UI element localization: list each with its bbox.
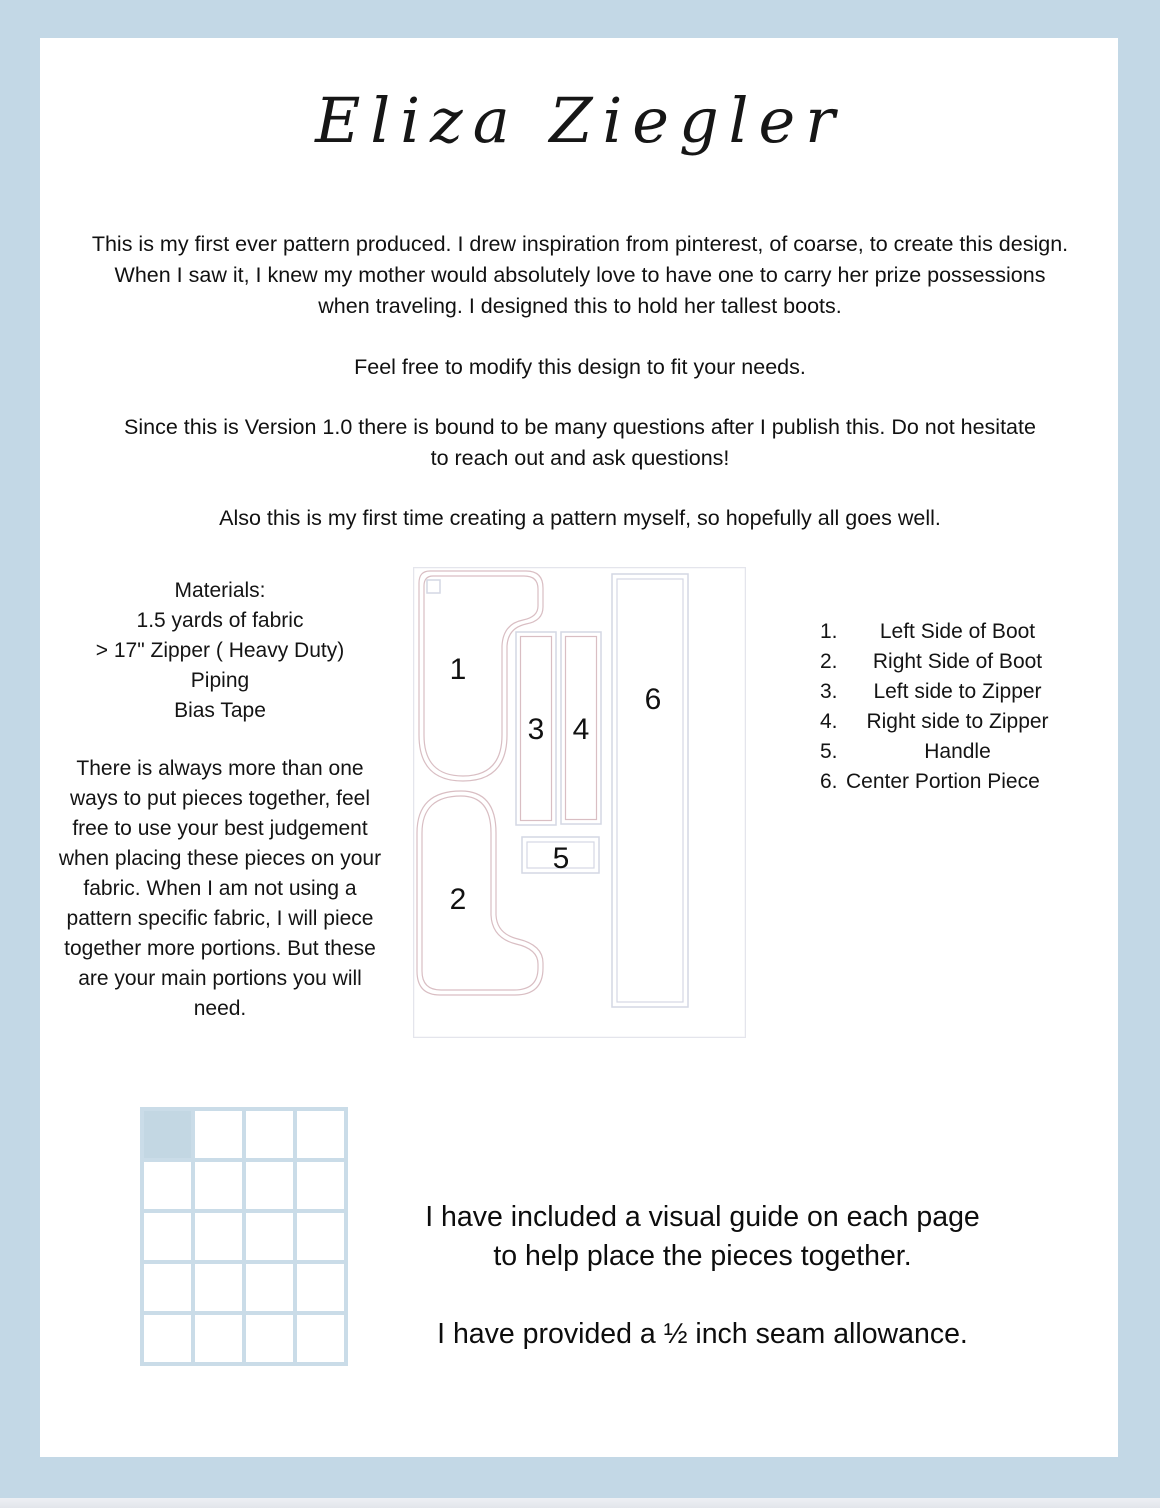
grid-cell <box>297 1213 344 1260</box>
legend-item-1 <box>820 620 1062 650</box>
grid-cell <box>144 1264 191 1311</box>
materials-item: Bias Tape <box>174 699 266 722</box>
legend-label: Left side to Zipper <box>873 680 1042 703</box>
legend-label: Right Side of Boot <box>872 650 1043 673</box>
piece5-number: 5 <box>552 842 570 875</box>
piece6-outline-outer <box>612 574 688 1007</box>
piece4-number: 4 <box>572 713 590 746</box>
piece2-outline-outer <box>417 791 543 995</box>
piece-legend <box>820 620 1062 800</box>
grid-cell <box>246 1162 293 1209</box>
grid-cell <box>195 1162 242 1209</box>
author-signature: Eliza Ziegler <box>315 84 845 157</box>
pattern-layout-diagram <box>413 567 746 1038</box>
intro-paragraph-2: Feel free to modify this design to fit your needs. <box>354 355 806 379</box>
grid-cell <box>246 1213 293 1260</box>
visual-guide-line-2: to help place the pieces together. <box>493 1240 912 1272</box>
page-edge-strip <box>0 1498 1160 1508</box>
piece1-number: 1 <box>449 653 467 686</box>
grid-cell <box>297 1111 344 1158</box>
grid-cell <box>246 1111 293 1158</box>
piece3-number: 3 <box>527 713 545 746</box>
seam-allowance-note: I have provided a ½ inch seam allowance. <box>437 1318 968 1350</box>
grid-cell <box>297 1315 344 1362</box>
legend-number: 5. <box>820 740 838 763</box>
grid-cell <box>195 1213 242 1260</box>
legend-number: 1. <box>820 620 838 643</box>
legend-number: 6. <box>820 770 838 793</box>
intro-paragraph-4: Also this is my first time creating a pattern myself, so hopefully all goes well. <box>219 506 941 530</box>
grid-cell <box>246 1315 293 1362</box>
fabric-outline <box>414 568 746 1038</box>
grid-cell <box>195 1264 242 1311</box>
legend-item-5 <box>820 740 1062 770</box>
legend-label: Right side to Zipper <box>866 710 1049 733</box>
placement-note: There is always more than one ways to put pieces together, feel free to use your best judgement when placing these pieces on your fabric. When I am not using a pattern specific fabric, I will piece together more portions. But these are your main portions you will need. <box>58 757 382 1020</box>
intro-paragraph-3: Since this is Version 1.0 there is bound to be many questions after I publish this. Do not hesitate to reach out and ask questions! <box>124 415 1036 470</box>
visual-guide-note <box>350 1198 1055 1276</box>
visual-guide-line-1: I have included a visual guide on each page <box>425 1201 980 1233</box>
materials-item: 1.5 yards of fabric <box>136 609 304 632</box>
legend-number: 2. <box>820 650 838 673</box>
alignment-grid <box>140 1107 348 1366</box>
materials-list <box>58 576 382 726</box>
legend-item-4 <box>820 710 1062 740</box>
legend-number: 3. <box>820 680 838 703</box>
materials-item: Piping <box>190 669 250 692</box>
grid-cell <box>195 1111 242 1158</box>
materials-item: > 17" Zipper ( Heavy Duty) <box>95 639 345 662</box>
materials-heading: Materials: <box>174 579 266 602</box>
intro-paragraph-1: This is my first ever pattern produced. I drew inspiration from pinterest, of coarse, to create this design. When I saw it, I knew my mother would absolutely love to have one to carry her prize possessions when traveling. I designed this to hold her tallest boots. <box>91 232 1069 318</box>
grid-cell <box>144 1213 191 1260</box>
legend-number: 4. <box>820 710 838 733</box>
piece1-outline-outer <box>419 571 543 781</box>
piece6-number: 6 <box>644 683 662 716</box>
grid-cell <box>297 1264 344 1311</box>
piece2-number: 2 <box>449 883 467 916</box>
grid-cell <box>297 1162 344 1209</box>
legend-label: Center Portion Piece <box>846 770 1040 793</box>
legend-item-3 <box>820 680 1062 710</box>
piece6-outline-inner <box>617 579 683 1002</box>
legend-item-6 <box>820 770 1062 800</box>
grainline-square <box>427 580 440 593</box>
grid-cell <box>144 1162 191 1209</box>
grid-cell <box>144 1111 191 1158</box>
grid-cell <box>144 1315 191 1362</box>
legend-label: Left Side of Boot <box>879 620 1036 643</box>
legend-item-2 <box>820 650 1062 680</box>
grid-cell <box>195 1315 242 1362</box>
legend-label: Handle <box>924 740 991 763</box>
grid-cell <box>246 1264 293 1311</box>
